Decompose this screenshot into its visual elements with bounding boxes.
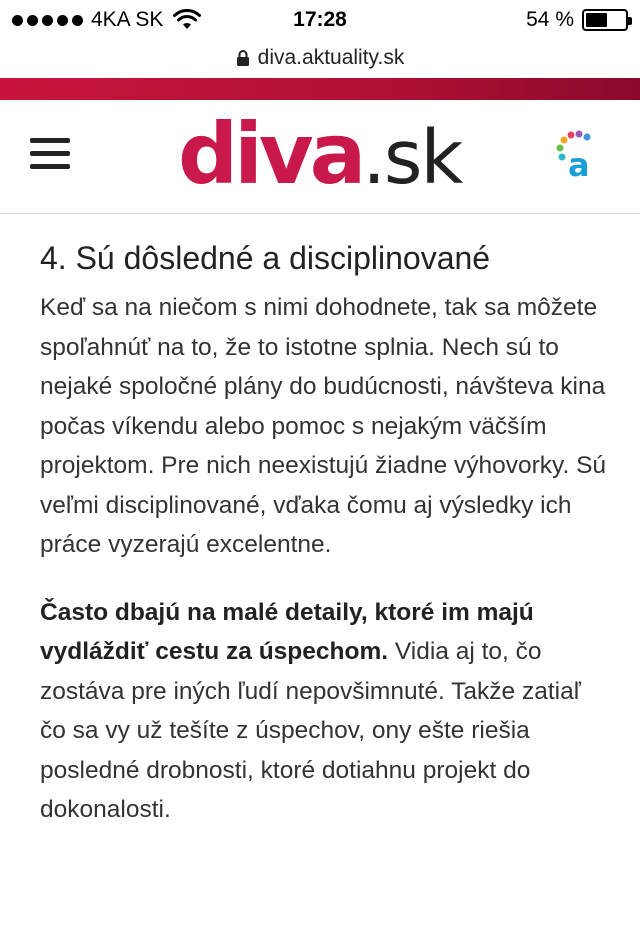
brand-stripe (0, 78, 640, 100)
status-bar (0, 0, 640, 40)
logo-main-text: diva (178, 105, 363, 203)
article-body (40, 214, 610, 830)
carrier-name: 4KA SK (91, 8, 164, 31)
menu-button[interactable] (30, 138, 70, 172)
paragraph-2 (40, 593, 610, 830)
hamburger-icon (30, 138, 70, 143)
clock: 17:28 (293, 8, 347, 31)
section-heading: 4. Sú dôsledné a disciplinované (40, 240, 491, 276)
url-text: diva.aktuality.sk (257, 46, 405, 69)
status-right (526, 8, 628, 32)
address-bar[interactable] (0, 40, 640, 76)
battery-icon (582, 9, 628, 31)
paragraph-2-bold: Často dbajú na malé detaily, ktoré im majú vydláždiť cestu za úspechom. (40, 598, 534, 665)
site-logo[interactable] (178, 106, 461, 202)
svg-text:a: a (568, 146, 590, 180)
battery-fill (586, 13, 607, 27)
site-header (0, 100, 640, 214)
battery-percent: 54 % (526, 8, 574, 31)
paragraph-1: Keď sa na niečom s nimi dohodnete, tak sa môžete spoľahnúť na to, že to istotne splnia. Nech sú to nejaké spoločné plány do budúcnosti, návšteva kina počas víkendu alebo pomoc s nejakým väčším projektom. Pre nich neexistujú žiadne výhovorky. Sú veľmi disciplinované, vďaka čomu aj výsledky ich práce vyzerajú excelentne. (40, 294, 607, 558)
lock-icon (236, 49, 250, 67)
aktuality-logo-icon[interactable] (554, 130, 602, 180)
logo-suffix-text: .sk (362, 115, 462, 201)
paragraph-2-rest: Vidia aj to, čo zostáva pre iných ľudí nepovšimnuté. Takže zatiaľ čo sa vy už tešíte z úspechov, ony ešte riešia posledné drobnosti, ktoré dotiahnu projekt do dokonalosti. (40, 638, 581, 823)
